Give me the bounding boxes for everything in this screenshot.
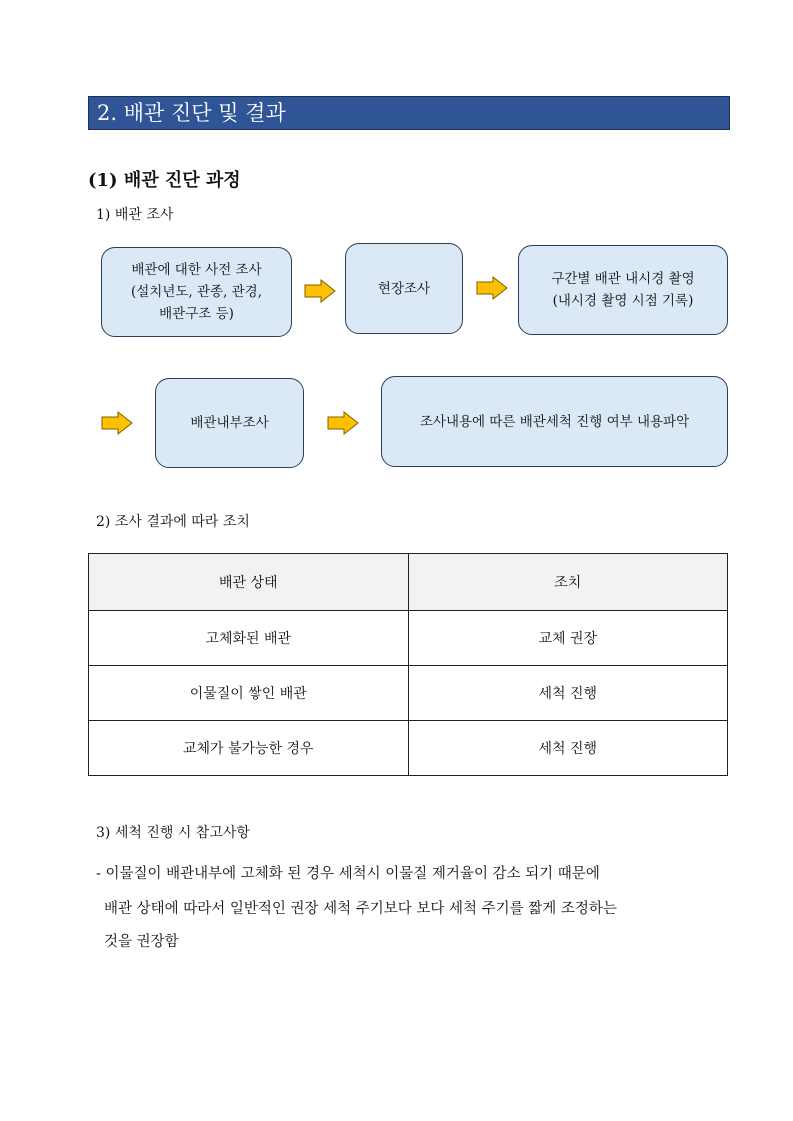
table-cell-action: 세척 진행 [408, 721, 728, 776]
table-cell-status: 고체화된 배관 [89, 611, 409, 666]
flow-box-internal-survey-label: 배관내부조사 [190, 415, 269, 431]
arrow-right-icon [304, 279, 336, 303]
step-2-title: 2) 조사 결과에 따라 조치 [96, 514, 250, 530]
table-row [89, 721, 728, 776]
arrow-right-icon [327, 411, 359, 435]
note-line-3: 것을 권장함 [104, 934, 179, 950]
arrow-right-icon [101, 411, 133, 435]
flow-box-internal-survey [155, 378, 304, 468]
flow-box-endoscope-label: 구간별 배관 내시경 촬영 (내시경 촬영 시점 기록) [551, 271, 695, 309]
flow-box-site-survey [345, 243, 463, 334]
table-cell-status: 교체가 불가능한 경우 [89, 721, 409, 776]
section-title: 2. 배관 진단 및 결과 [88, 96, 730, 130]
result-table [88, 553, 728, 776]
subsection-title: (1) 배관 진단 과정 [88, 170, 241, 191]
note-line-2: 배관 상태에 따라서 일반적인 권장 세척 주기보다 보다 세척 주기를 짧게 조정하는 [104, 901, 617, 917]
table-row [89, 666, 728, 721]
flow-box-pre-survey-label: 배관에 대한 사전 조사 (설치년도, 관종, 관경, 배관구조 등) [130, 262, 263, 322]
step-3-title: 3) 세척 진행 시 참고사항 [96, 825, 250, 841]
table-header-row [89, 554, 728, 611]
step-1-title: 1) 배관 조사 [96, 207, 174, 223]
flow-box-decision [381, 376, 728, 467]
note-line-1: - 이물질이 배관내부에 고체화 된 경우 세척시 이물질 제거율이 감소 되기 때문에 [96, 866, 600, 882]
table-cell-action: 세척 진행 [408, 666, 728, 721]
flow-box-decision-label: 조사내용에 따른 배관세척 진행 여부 내용파악 [419, 413, 690, 430]
flow-box-site-survey-label: 현장조사 [377, 280, 431, 297]
table-row [89, 611, 728, 666]
table-header-action: 조치 [408, 554, 728, 611]
table-cell-action: 교체 권장 [408, 611, 728, 666]
flow-box-pre-survey [101, 247, 292, 337]
arrow-right-icon [476, 276, 508, 300]
table-header-status: 배관 상태 [89, 554, 409, 611]
table-cell-status: 이물질이 쌓인 배관 [89, 666, 409, 721]
flow-box-endoscope [518, 245, 728, 335]
